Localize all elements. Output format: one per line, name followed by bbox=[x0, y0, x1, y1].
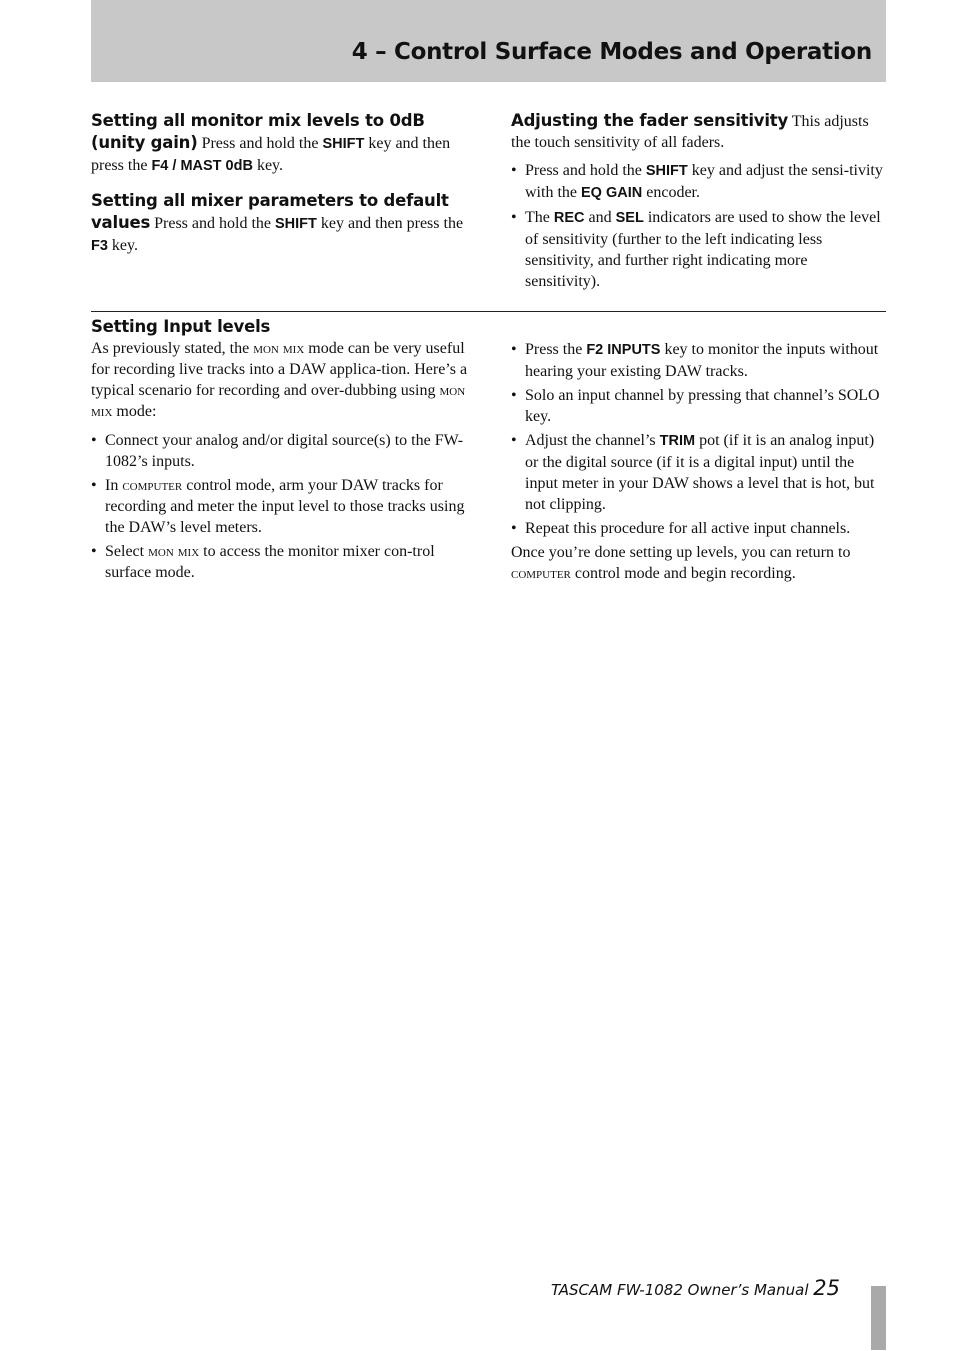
body-text: key and then press the bbox=[91, 135, 451, 174]
input-levels-steps-left bbox=[91, 430, 469, 583]
input-levels-right-column bbox=[511, 339, 886, 584]
body-text: indicators are used to show the level of sensitivity (further to the left indicating less sensitivity, and further right indicating more sensitivity). bbox=[525, 209, 881, 290]
top-left-column bbox=[91, 110, 469, 257]
body-text: key to monitor the inputs without hearing your existing DAW tracks. bbox=[525, 341, 879, 380]
fader-sensitivity-paragraph bbox=[511, 110, 886, 153]
shift-key-label: SHIFT bbox=[322, 136, 365, 152]
body-text: The bbox=[525, 209, 554, 226]
monitor-mix-unity-heading: Setting all monitor mix levels to 0dB (unity gain) bbox=[91, 111, 425, 152]
f3-key-label: F3 bbox=[91, 238, 108, 254]
body-text: Select bbox=[105, 543, 149, 560]
body-text: and bbox=[584, 209, 616, 226]
body-text: In bbox=[105, 477, 123, 494]
body-text: to access the monitor mixer con-trol surface mode. bbox=[105, 543, 435, 581]
body-text: key and adjust the sensi-tivity with the bbox=[525, 162, 883, 201]
top-right-column bbox=[511, 110, 886, 295]
input-levels-intro bbox=[91, 338, 469, 422]
body-text: Once you’re done setting up levels, you can return to bbox=[511, 544, 851, 561]
list-item bbox=[511, 430, 886, 515]
f4-mast-key-label: F4 / MAST 0dB bbox=[151, 158, 253, 174]
body-text: mode: bbox=[112, 403, 157, 420]
page-footer bbox=[551, 1276, 840, 1300]
eq-gain-key-label: EQ GAIN bbox=[581, 185, 643, 201]
mixer-defaults-heading: Setting all mixer parameters to default values bbox=[91, 191, 449, 232]
body-text: mode can be very useful for recording live tracks into a DAW applica-tion. Here’s a typical scenario for recording and over-dubbing using bbox=[91, 340, 468, 399]
body-text: control mode, arm your DAW tracks for recording and meter the input level to those tracks using the DAW’s level meters. bbox=[105, 477, 465, 536]
f2-inputs-key-label: F2 INPUTS bbox=[586, 342, 661, 358]
shift-key-label: SHIFT bbox=[645, 163, 688, 179]
body-text: Repeat this procedure for all active input channels. bbox=[525, 520, 851, 537]
page-number: 25 bbox=[813, 1276, 840, 1300]
body-text: This adjusts the touch sensitivity of all faders. bbox=[511, 113, 869, 151]
body-text: pot (if it is an analog input) or the digital source (if it is a digital input) until the input meter in your DAW shows a level that is hot, but not clipping. bbox=[525, 432, 875, 513]
list-item bbox=[511, 385, 886, 427]
list-item bbox=[511, 207, 886, 292]
computer-term: computer bbox=[122, 477, 183, 494]
list-item bbox=[511, 518, 886, 539]
input-levels-heading: Setting Input levels bbox=[91, 317, 271, 336]
mon-mix-term: mon mix bbox=[91, 382, 466, 420]
body-text: Press and hold the bbox=[197, 135, 323, 152]
shift-key-label: SHIFT bbox=[274, 216, 317, 232]
body-text: key. bbox=[107, 237, 138, 254]
list-item bbox=[511, 160, 886, 204]
computer-term: computer bbox=[511, 565, 571, 582]
page-edge-tab bbox=[871, 1286, 886, 1350]
list-item bbox=[91, 430, 469, 472]
body-text: encoder. bbox=[642, 184, 700, 201]
body-text: key. bbox=[252, 157, 284, 174]
list-item bbox=[91, 541, 469, 583]
input-levels-outro bbox=[511, 542, 886, 584]
mon-mix-term: mon mix bbox=[148, 543, 200, 560]
body-text: Press the bbox=[525, 341, 587, 358]
input-levels-left-column bbox=[91, 315, 469, 586]
chapter-title: 4 – Control Surface Modes and Operation bbox=[351, 39, 872, 65]
body-text: Press and hold the bbox=[525, 162, 646, 179]
chapter-header-bar bbox=[91, 0, 886, 82]
body-text: key and then press the bbox=[316, 215, 464, 232]
body-text: control mode and begin recording. bbox=[570, 565, 796, 582]
manual-title: TASCAM FW-1082 Owner’s Manual bbox=[550, 1281, 809, 1299]
monitor-mix-unity-paragraph bbox=[91, 110, 469, 177]
list-item bbox=[91, 475, 469, 538]
body-text: Solo an input channel by pressing that channel’s SOLO key. bbox=[525, 387, 880, 425]
body-text: As previously stated, the bbox=[91, 340, 254, 357]
body-text: Connect your analog and/or digital source(s) to the FW-1082’s inputs. bbox=[105, 432, 464, 470]
body-text: Press and hold the bbox=[150, 215, 275, 232]
fader-sensitivity-heading: Adjusting the fader sensitivity bbox=[511, 111, 789, 130]
mon-mix-term: mon mix bbox=[253, 340, 305, 357]
trim-key-label: TRIM bbox=[659, 433, 696, 449]
body-text: Adjust the channel’s bbox=[525, 432, 660, 449]
rec-key-label: REC bbox=[553, 210, 585, 226]
sel-key-label: SEL bbox=[615, 210, 644, 226]
list-item bbox=[511, 339, 886, 382]
section-divider bbox=[91, 311, 886, 312]
mixer-defaults-paragraph bbox=[91, 190, 469, 257]
input-levels-steps-right bbox=[511, 339, 886, 539]
fader-sensitivity-list bbox=[511, 160, 886, 292]
